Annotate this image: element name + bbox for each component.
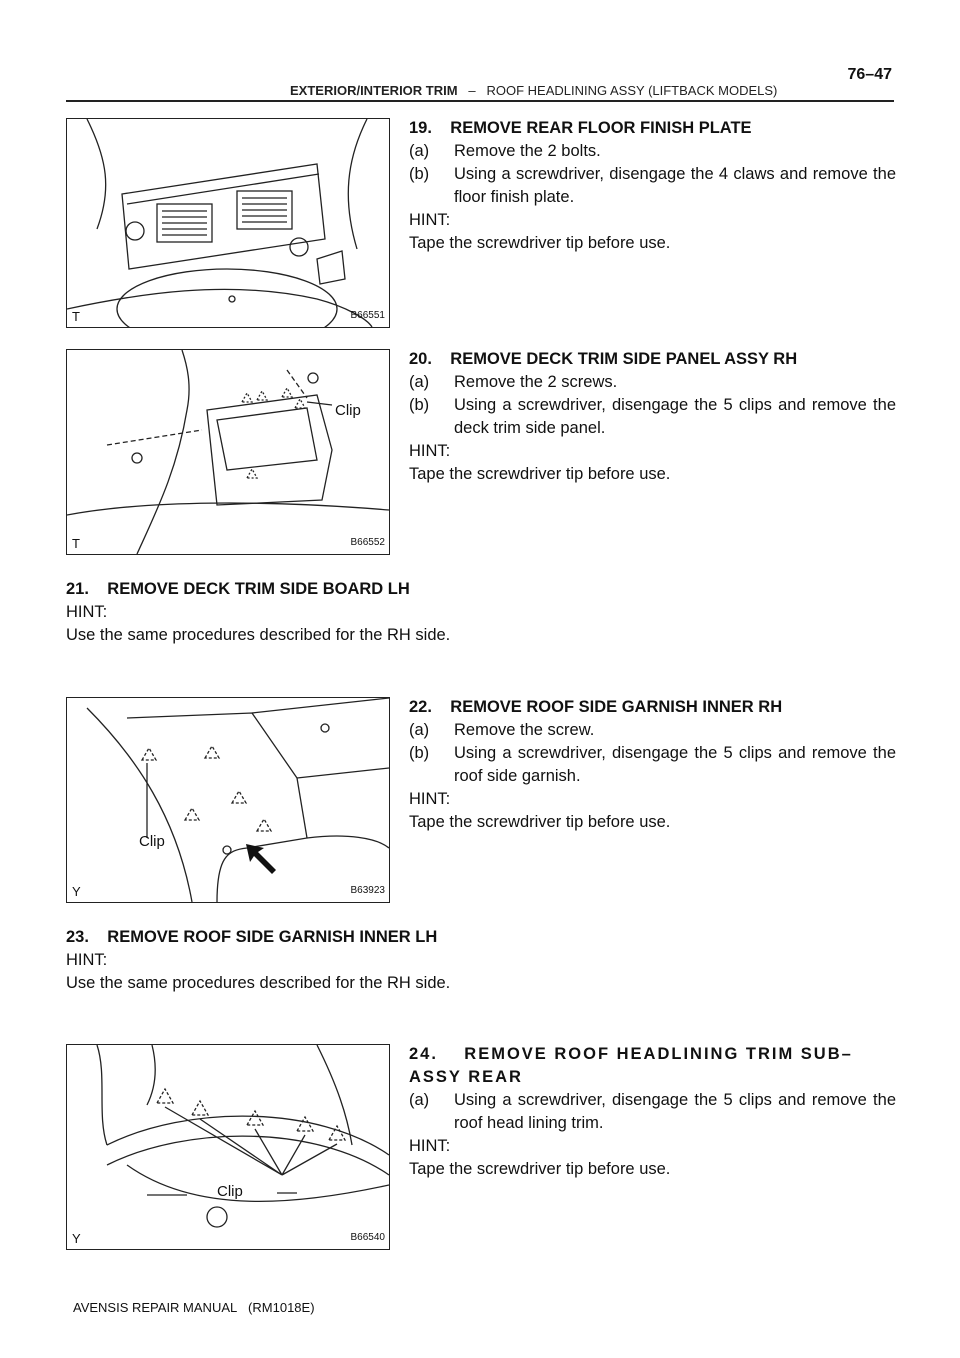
figure-drawing — [67, 119, 389, 327]
step-title: 22. REMOVE ROOF SIDE GARNISH INNER RH — [409, 698, 783, 716]
figure-letter: Y — [72, 884, 81, 899]
hint-text: Tape the screwdriver tip before use. — [409, 465, 671, 483]
clip-label: Clip — [335, 402, 361, 419]
hint-label: HINT: — [409, 1137, 451, 1155]
step-title: 21. REMOVE DECK TRIM SIDE BOARD LH — [66, 580, 410, 598]
figure-drawing — [67, 698, 389, 902]
header-rule — [66, 100, 894, 102]
figure-drawing — [67, 350, 389, 554]
figure-letter: T — [72, 536, 80, 551]
hint-text: Tape the screwdriver tip before use. — [409, 813, 671, 831]
step-21 — [66, 578, 896, 647]
hint-text: Use the same procedures described for the RH side. — [66, 974, 451, 992]
step-item: (b) Using a screwdriver, disengage the 5 clips and remove the roof side garnish. — [409, 744, 896, 785]
figure-letter: T — [72, 309, 80, 324]
step-20 — [409, 348, 896, 486]
hint-text: Use the same procedures described for the RH side. — [66, 626, 451, 644]
step-item: (a) Remove the 2 bolts. — [409, 142, 601, 160]
figure-roof-side-garnish — [66, 697, 390, 903]
hint-label: HINT: — [409, 442, 451, 460]
step-title: 24. REMOVE ROOF HEADLINING TRIM SUB–ASSY REAR — [409, 1045, 853, 1086]
step-item: (a) Remove the screw. — [409, 721, 595, 739]
hint-text: Tape the screwdriver tip before use. — [409, 234, 671, 252]
page-number: 76–47 — [847, 66, 892, 83]
step-23 — [66, 926, 896, 995]
figure-letter: Y — [72, 1231, 81, 1246]
running-header — [290, 83, 777, 98]
figure-code: B66540 — [350, 1232, 385, 1243]
step-item: (b) Using a screwdriver, disengage the 4 claws and remove the floor finish plate. — [409, 165, 896, 206]
arrow-icon — [242, 838, 282, 878]
hint-label: HINT: — [66, 951, 108, 969]
step-item: (b) Using a screwdriver, disengage the 5 clips and remove the deck trim side panel. — [409, 396, 896, 437]
step-24 — [409, 1043, 896, 1181]
figure-rear-floor-finish-plate — [66, 118, 390, 328]
hint-label: HINT: — [409, 211, 451, 229]
figure-code: B66552 — [350, 537, 385, 548]
hint-label: HINT: — [66, 603, 108, 621]
step-title: 23. REMOVE ROOF SIDE GARNISH INNER LH — [66, 928, 438, 946]
figure-code: B66551 — [350, 310, 385, 321]
step-item: (a) Using a screwdriver, disengage the 5 clips and remove the roof head lining trim. — [409, 1091, 896, 1132]
footer: AVENSIS REPAIR MANUAL (RM1018E) — [73, 1300, 315, 1315]
figure-drawing — [67, 1045, 389, 1249]
figure-deck-trim-side-panel — [66, 349, 390, 555]
clip-label: Clip — [217, 1183, 243, 1200]
figure-roof-headlining-trim — [66, 1044, 390, 1250]
step-item: (a) Remove the 2 screws. — [409, 373, 618, 391]
step-title: 20. REMOVE DECK TRIM SIDE PANEL ASSY RH — [409, 350, 798, 368]
step-19 — [409, 117, 896, 255]
header-subsection: ROOF HEADLINING ASSY (LIFTBACK MODELS) — [486, 83, 778, 98]
header-section: EXTERIOR/INTERIOR TRIM — [290, 83, 458, 98]
step-title: 19. REMOVE REAR FLOOR FINISH PLATE — [409, 119, 752, 137]
hint-text: Tape the screwdriver tip before use. — [409, 1160, 671, 1178]
header-dash: – — [468, 83, 476, 98]
clip-label: Clip — [139, 833, 165, 850]
figure-code: B63923 — [350, 885, 385, 896]
hint-label: HINT: — [409, 790, 451, 808]
step-22 — [409, 696, 896, 834]
